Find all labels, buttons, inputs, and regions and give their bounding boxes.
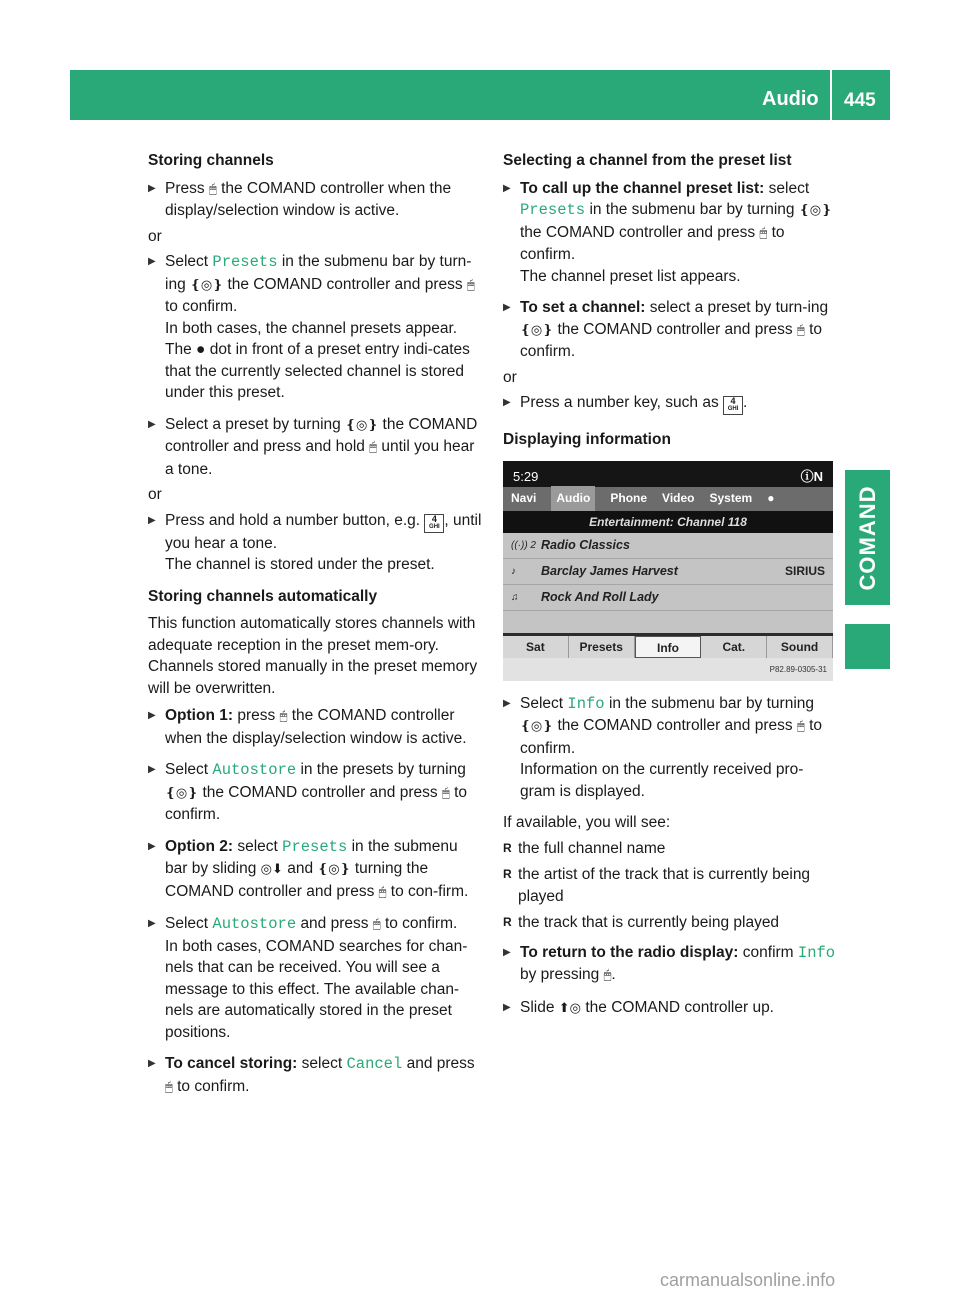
step-option-1: ▶ Option 1: press 🖱 the COMAND controller when the display/selection window is active.	[148, 705, 483, 749]
or-text: or	[503, 368, 517, 386]
or-text: or	[148, 227, 162, 245]
heading-storing-automatically: Storing channels automatically	[148, 587, 378, 605]
slide-up-icon: ⬆◎	[558, 1000, 582, 1016]
screen-list	[503, 533, 833, 633]
menu-term-info: Info	[567, 694, 605, 713]
step-press-controller: ▶ Press 🖱 the COMAND controller when the display/selection window is active.	[148, 178, 483, 222]
turn-icon: ❴◎❵	[520, 719, 554, 734]
press-icon: 🖱	[372, 917, 381, 932]
sirius-logo: SIRIUS	[784, 563, 825, 578]
number-key-4: 4 GHI	[723, 396, 743, 415]
side-tab-label: COMAND	[854, 485, 880, 590]
menu-term-info: Info	[797, 943, 836, 962]
menu-term-presets: Presets	[282, 837, 348, 856]
step-select-autostore: ▶ Select Autostore in the presets by turning ❴◎❵ the COMAND controller and press 🖱 to confirm.	[148, 759, 483, 826]
step-press-number-key: ▶ Press a number key, such as 4 GHI .	[503, 392, 838, 415]
menu-term-autostore: Autostore	[212, 761, 297, 779]
step-return-radio-display: ▶ To return to the radio display: confirm Info by pressing 🖱.	[503, 942, 838, 987]
step-select-presets: ▶ Select Presets in the submenu bar by turn-ing ❴◎❵ the COMAND controller and press 🖱 to confirm. In both cases, the channel presets appear. The ● dot in front of a preset entry indi-cates that the currently selected channel is stored under this preset.	[148, 251, 483, 404]
screen-menu-phone: Phone	[610, 490, 648, 505]
screen-menu-dot-icon: ●	[767, 490, 775, 505]
screen-menu-system: System	[709, 490, 753, 505]
watermark: carmanualsonline.info	[660, 1270, 836, 1290]
menu-term-cancel: Cancel	[346, 1055, 403, 1073]
press-icon: 🖱	[279, 709, 288, 724]
screen-soft-sound: Sound	[767, 636, 833, 658]
press-icon: 🖱	[165, 1079, 173, 1095]
press-icon: 🖱	[796, 322, 805, 338]
track-icon: ♫	[511, 591, 519, 603]
press-icon: 🖱	[441, 785, 450, 801]
screen-row-channel: ((·)) 2 Radio Classics	[503, 533, 833, 559]
heading-displaying-information: Displaying information	[503, 431, 671, 448]
step-call-up-preset-list: ▶ To call up the channel preset list: select Presets in the submenu bar by turning ❴◎❵ the COMAND controller and press 🖱 to confirm. The channel preset list appears.	[503, 178, 838, 288]
turn-icon: ❴◎❵	[345, 417, 379, 433]
step-select-info: ▶ Select Info in the submenu bar by turning ❴◎❵ the COMAND controller and press 🖱 to confirm. Information on the currently received pro-gram is displayed.	[503, 693, 838, 803]
screen-heading: Entertainment: Channel 118	[503, 511, 833, 533]
screen-soft-sat: Sat	[503, 636, 569, 658]
bullet-artist: R the artist of the track that is currently being played	[503, 864, 838, 907]
turn-icon: ❴◎❵	[165, 785, 199, 801]
heading-storing-channels: Storing channels	[148, 152, 274, 169]
menu-term-presets: Presets	[520, 201, 586, 219]
section-title: Audio	[762, 88, 819, 110]
menu-term-autostore: Autostore	[212, 915, 297, 933]
turn-icon: ❴◎❵	[798, 203, 832, 218]
step-slide-up: ▶ Slide ⬆◎ the COMAND controller up.	[503, 997, 838, 1020]
press-icon: 🖱	[369, 440, 378, 455]
press-icon: 🖱	[208, 181, 217, 197]
screen-soft-cat: Cat.	[701, 636, 767, 658]
bullet-channel-name: R the full channel name	[503, 838, 838, 860]
step-select-preset-hold: ▶ Select a preset by turning ❴◎❵ the COMAND controller and press and hold 🖱 until you hear a tone.	[148, 414, 483, 481]
page-number: 445	[844, 90, 876, 111]
step-set-channel: ▶ To set a channel: select a preset by turn-ing ❴◎❵ the COMAND controller and press 🖱 to confirm.	[503, 297, 838, 363]
left-column	[148, 150, 483, 1108]
screen-menu-navi: Navi	[511, 490, 537, 505]
screen-soft-info: Info	[635, 636, 702, 658]
step-cancel-storing: ▶ To cancel storing: select Cancel and press 🖱 to confirm.	[148, 1053, 483, 1098]
screen-time: 5:29	[513, 468, 539, 484]
side-tab	[845, 470, 890, 605]
screen-status-icons: ⓘN	[800, 468, 823, 484]
bullet-track: R the track that is currently being played	[503, 912, 838, 934]
press-icon: 🖱	[759, 225, 768, 241]
turn-icon: ❴◎❵	[190, 277, 224, 293]
press-icon: 🖱	[466, 277, 475, 293]
menu-term-presets: Presets	[212, 253, 278, 271]
signal-icon: ((·)) 2	[511, 539, 536, 551]
screen-main-menu	[503, 487, 833, 511]
slide-down-icon: ◎⬇	[260, 862, 283, 877]
press-icon: 🖱	[603, 968, 612, 983]
right-column	[503, 150, 838, 1029]
paragraph-if-available: If available, you will see:	[503, 814, 671, 831]
screen-status-bar	[503, 461, 833, 487]
artist-icon: ♪	[511, 565, 516, 577]
press-icon: 🖱	[378, 884, 387, 900]
screen-soft-presets: Presets	[569, 636, 635, 658]
screen-menu-audio: Audio	[551, 486, 595, 512]
screen-row-artist: ♪ Barclay James Harvest SIRIUS	[503, 559, 833, 585]
dot-icon: ●	[196, 341, 206, 358]
heading-selecting-preset: Selecting a channel from the preset list	[503, 152, 792, 169]
press-icon: 🖱	[796, 719, 805, 734]
screen-submenu-bar	[503, 636, 833, 658]
turn-icon: ❴◎❵	[317, 862, 351, 877]
step-select-autostore-confirm: ▶ Select Autostore and press 🖱 to confirm. In both cases, COMAND searches for chan-nels that can be received. You will see a message to this effect. The available chan-nels are automatically stored in the preset positions.	[148, 913, 483, 1043]
turn-icon: ❴◎❵	[520, 322, 554, 338]
header-divider	[830, 70, 832, 120]
screen-row-track: ♫ Rock And Roll Lady	[503, 585, 833, 611]
side-marker	[845, 624, 890, 669]
paragraph-auto-store: This function automatically stores channels with adequate reception in the preset mem-ory. Channels stored manually in the preset memory will be overwritten.	[148, 615, 478, 697]
step-press-number-button: ▶ Press and hold a number button, e.g. 4 GHI , until you hear a tone. The channel is stored under the preset.	[148, 510, 483, 576]
number-key-4: 4 GHI	[424, 514, 444, 533]
screen-menu-video: Video	[662, 490, 695, 505]
figure-caption: P82.89-0305-31	[503, 658, 833, 681]
comand-display-screenshot	[503, 461, 833, 681]
or-text: or	[148, 486, 162, 503]
step-option-2: ▶ Option 2: select Presets in the submenu bar by sliding ◎⬇ and ❴◎❵ turning the COMAND controller and press 🖱 to con-firm.	[148, 836, 483, 904]
